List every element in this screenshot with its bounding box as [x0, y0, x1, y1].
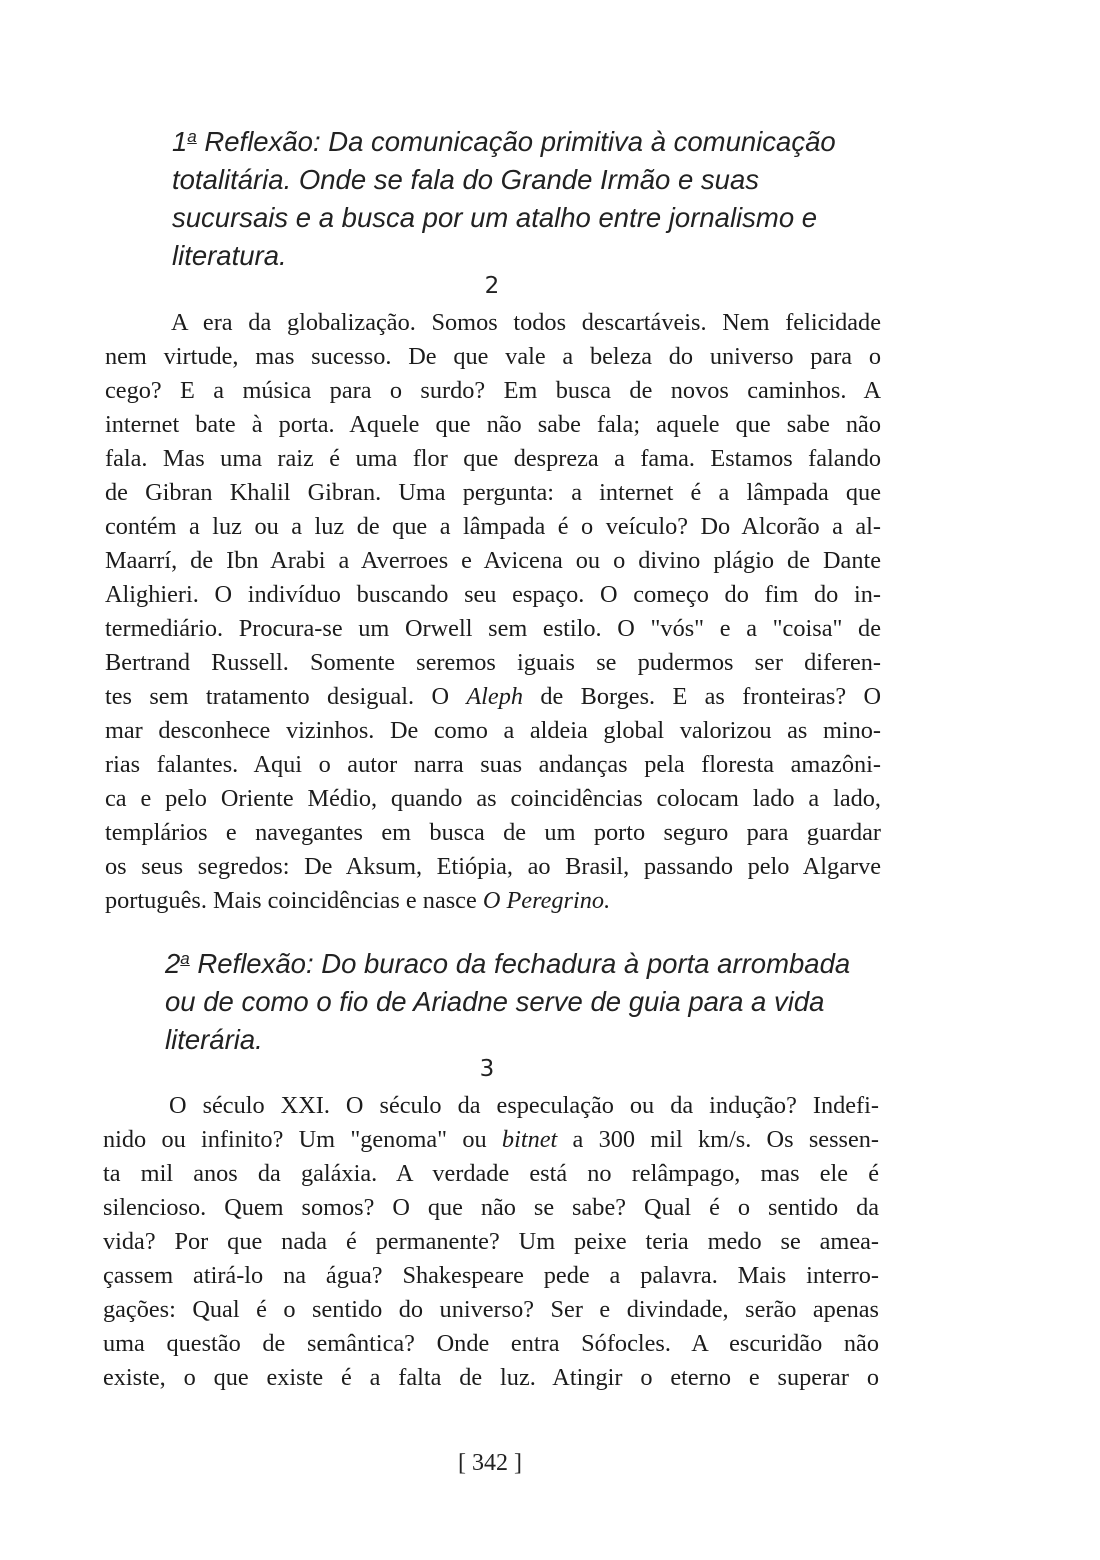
paragraph-text: a 300 mil km/s. Os sessen-: [557, 1126, 879, 1153]
paragraph-line: silencioso. Quem somos? O que não se sabe? Qual é o sentido da: [103, 1194, 879, 1221]
reflection-1-title-line: sucursais e a busca por um atalho entre jornalismo e: [172, 202, 818, 233]
paragraph-line: Bertrand Russell. Somente seremos iguais se pudermos ser diferen-: [105, 649, 881, 676]
book-title-aleph: Aleph: [466, 683, 524, 710]
reflection-2-heading: [165, 940, 870, 1059]
paragraph-line: O século XXI. O século da especulação ou da indução? Indefi-: [169, 1092, 879, 1119]
paragraph-line: contém a luz ou a luz de que a lâmpada é o veículo? Do Alcorão a al-: [105, 513, 881, 540]
reflection-2-title-line: Reflexão: Do buraco da fechadura à porta arrombada: [189, 948, 851, 979]
reflection-2-paragraph: [103, 1089, 879, 1395]
paragraph-line: ta mil anos da galáxia. A verdade está no relâmpago, mas ele é: [103, 1160, 879, 1187]
reflection-1-ordinal-suffix: a: [187, 127, 197, 146]
section-number: 3: [479, 1056, 495, 1082]
paragraph-line: gações: Qual é o sentido do universo? Ser e divindade, serão apenas: [103, 1296, 879, 1323]
paragraph-line-mixed: [105, 884, 881, 918]
section-number: 2: [484, 273, 500, 299]
paragraph-line: çassem atirá-lo na água? Shakespeare pede a palavra. Mais interro-: [103, 1262, 879, 1289]
paragraph-text: português. Mais coincidências e nasce: [105, 887, 483, 914]
paragraph-line: nem virtude, mas sucesso. De que vale a beleza do universo para o: [105, 343, 881, 370]
reflection-1-heading: [172, 118, 872, 275]
paragraph-line: templários e navegantes em busca de um porto seguro para guardar: [105, 819, 881, 846]
paragraph-line: existe, o que existe é a falta de luz. Atingir o eterno e superar o: [103, 1364, 879, 1391]
reflection-1-ordinal: 1: [172, 126, 188, 157]
reflection-1-paragraph: [105, 306, 881, 918]
paragraph-line: rias falantes. Aqui o autor narra suas andanças pela floresta amazôni-: [105, 751, 881, 778]
reflection-2-ordinal: 2: [165, 948, 181, 979]
paragraph-line: cego? E a música para o surdo? Em busca de novos caminhos. A: [105, 377, 881, 404]
paragraph-line: internet bate à porta. Aquele que não sabe fala; aquele que sabe não: [105, 411, 881, 438]
paragraph-text: tes sem tratamento desigual. O: [105, 683, 467, 710]
paragraph-line: mar desconhece vizinhos. De como a aldeia global valorizou as mino-: [105, 717, 881, 744]
paragraph-line: os seus segredos: De Aksum, Etiópia, ao Brasil, passando pelo Algarve: [105, 853, 881, 880]
page-number: [ 342 ]: [458, 1450, 522, 1476]
book-title-o-peregrino: O Peregrino.: [482, 887, 611, 914]
paragraph-line: vida? Por que nada é permanente? Um peixe teria medo se amea-: [103, 1228, 879, 1255]
paragraph-line: A era da globalização. Somos todos descartáveis. Nem felicidade: [171, 309, 881, 336]
paragraph-line: termediário. Procura-se um Orwell sem estilo. O "vós" e a "coisa" de: [105, 615, 881, 642]
reflection-1-title-line: Reflexão: Da comunicação primitiva à comunicação: [196, 126, 836, 157]
term-bitnet: bitnet: [501, 1126, 558, 1153]
reflection-2-ordinal-suffix: a: [180, 949, 190, 968]
paragraph-line: ca e pelo Oriente Médio, quando as coincidências colocam lado a lado,: [105, 785, 881, 812]
paragraph-line-mixed: [105, 680, 881, 714]
paragraph-line: fala. Mas uma raiz é uma flor que despreza a fama. Estamos falando: [105, 445, 881, 472]
paragraph-line-mixed: [103, 1123, 879, 1157]
reflection-1-title-line: literatura.: [172, 240, 287, 271]
reflection-1-title-line: totalitária. Onde se fala do Grande Irmão e suas: [172, 164, 759, 195]
paragraph-line: Maarrí, de Ibn Arabi a Averroes e Avicena ou o divino plágio de Dante: [105, 547, 881, 574]
paragraph-line: uma questão de semântica? Onde entra Sófocles. A escuridão não: [103, 1330, 879, 1357]
paragraph-text: de Borges. E as fronteiras? O: [523, 683, 882, 710]
paragraph-text: nido ou infinito? Um "genoma" ou: [103, 1126, 502, 1153]
reflection-2-title-line: literária.: [165, 1024, 263, 1055]
paragraph-line: Alighieri. O indivíduo buscando seu espaço. O começo do fim do in-: [105, 581, 881, 608]
reflection-2-title-line: ou de como o fio de Ariadne serve de guia para a vida: [165, 986, 825, 1017]
paragraph-line: de Gibran Khalil Gibran. Uma pergunta: a internet é a lâmpada que: [105, 479, 881, 506]
